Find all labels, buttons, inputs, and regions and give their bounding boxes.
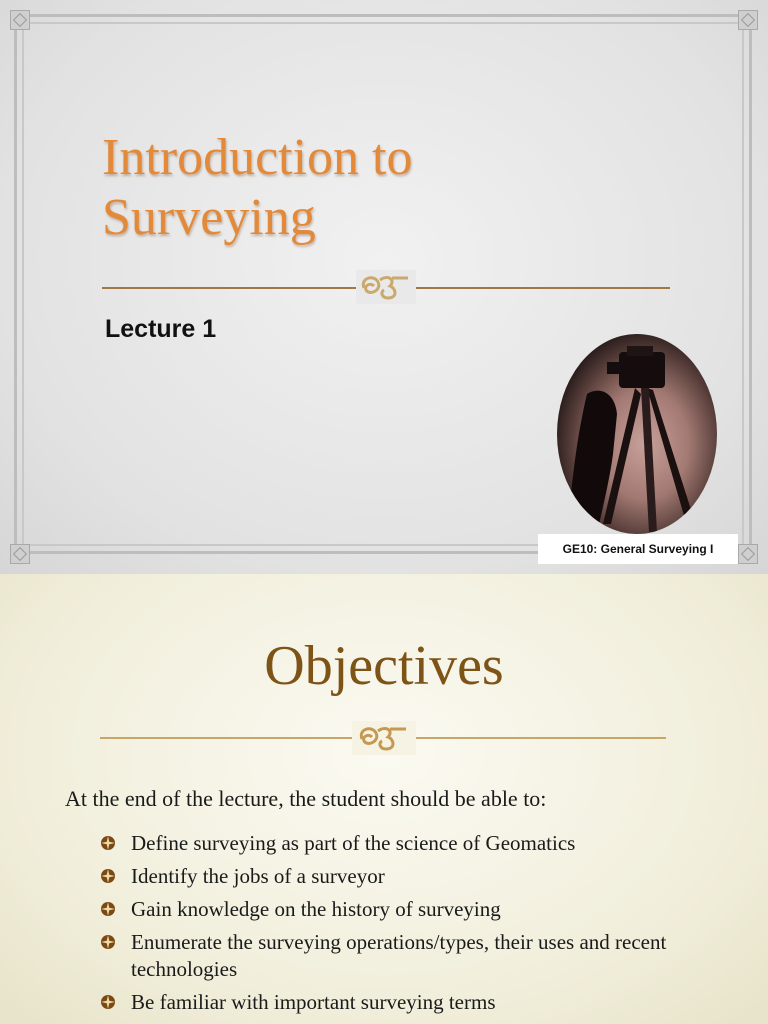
frame-corner-ornament	[738, 10, 758, 30]
frame-corner-ornament	[10, 544, 30, 564]
objectives-intro: At the end of the lecture, the student should be able to:	[65, 786, 547, 811]
lecture-subtitle: Lecture 1	[105, 315, 217, 343]
list-item	[100, 830, 720, 857]
objective-text: Define surveying as part of the science of Geomatics	[131, 831, 576, 855]
list-item	[100, 989, 720, 1016]
objectives-title: Objectives	[264, 635, 504, 697]
frame-corner-ornament	[738, 544, 758, 564]
fleuron-ornament-icon	[352, 721, 416, 755]
objective-text: Identify the jobs of a surveyor	[131, 864, 385, 888]
slide-title	[102, 128, 622, 248]
compass-rose-bullet-icon	[100, 901, 116, 917]
list-item	[100, 896, 720, 923]
list-item	[100, 863, 720, 890]
objectives-list	[100, 830, 720, 1022]
compass-rose-bullet-icon	[100, 835, 116, 851]
objective-text: Enumerate the surveying operations/types, their uses and recent technologies	[131, 930, 667, 981]
slide-title-line-1: Introduction to	[102, 129, 413, 186]
compass-rose-bullet-icon	[100, 868, 116, 884]
course-tag: GE10: General Surveying I	[538, 534, 738, 564]
surveyor-tripod-photo	[557, 334, 717, 534]
slide-title-line-2: Surveying	[102, 189, 316, 246]
objective-text: Gain knowledge on the history of surveying	[131, 897, 501, 921]
list-item	[100, 929, 720, 983]
objectives-slide	[0, 574, 768, 1024]
compass-rose-bullet-icon	[100, 994, 116, 1010]
compass-rose-bullet-icon	[100, 934, 116, 950]
fleuron-ornament-icon	[356, 270, 416, 304]
objective-text: Be familiar with important surveying terms	[131, 990, 496, 1014]
frame-corner-ornament	[10, 10, 30, 30]
